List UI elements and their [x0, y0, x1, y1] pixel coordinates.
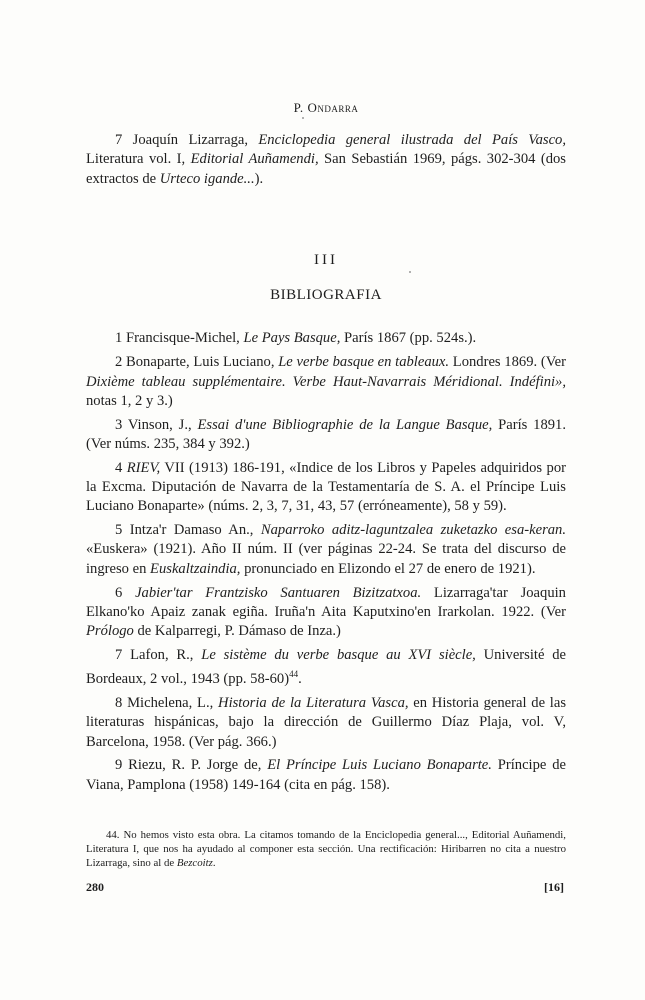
print-speck	[302, 117, 304, 119]
entry-number: 5	[115, 522, 123, 539]
entry-italic-text: Dixième tableau supplémentaire. Verbe Haut-Navarrais Méridional. Indéfini»,	[86, 373, 566, 390]
top-entry	[86, 131, 566, 189]
entry-text: Michelena, L.,	[127, 694, 219, 711]
top-entry-number: 7	[115, 132, 123, 148]
entry-text: Université de Bordeaux, 2 vol., 1943 (pp. 58-60)	[86, 646, 566, 688]
entry-text: Lafon, R.,	[130, 646, 202, 663]
running-head-initial: P.	[293, 100, 304, 115]
top-entry-publisher: Editorial Auñamendi,	[190, 151, 319, 168]
bibliography-list	[86, 329, 566, 799]
bibliography-entry	[86, 353, 566, 411]
entry-italic-text: Essai d'une Bibliographie de la Langue Basque,	[197, 416, 493, 433]
entry-text: Bonaparte, Luis Luciano,	[126, 354, 279, 371]
entry-number: 7	[115, 646, 123, 663]
entry-number: 1	[115, 330, 123, 346]
entry-text: París 1867 (pp. 524s.).	[340, 330, 477, 346]
entry-text: París 1891. (Ver núms. 235, 384 y 392.)	[86, 416, 566, 452]
entry-number: 8	[115, 694, 123, 711]
entry-text: Vinson, J.,	[127, 416, 198, 433]
sheet-signature: [16]	[544, 880, 564, 894]
footnote-rule	[86, 822, 566, 824]
bibliography-entry	[86, 521, 566, 579]
footnote-number: 44.	[106, 829, 120, 841]
entry-text: «Euskera» (1921). Año II núm. II (ver páginas 22-24. Se trata del discurso de ingreso en	[86, 541, 566, 577]
footnote	[86, 828, 566, 870]
running-head-name: Ondarra	[307, 100, 359, 115]
entry-text: Francisque-Michel,	[125, 330, 244, 346]
bibliography-entry	[86, 329, 566, 348]
entry-text: Riezu, R. P. Jorge de,	[128, 757, 268, 774]
entry-text: de Kalparregi, P. Dámaso de Inza.)	[133, 623, 341, 640]
entry-number: 6	[115, 584, 123, 601]
footnote-text: No hemos visto esta obra. La citamos tomando de la Enciclopedia general..., Editorial Auñamendi, Literatura I, que nos ha ayudado al componer esta sección. Una rectificación: Hiribarren no cita a nuestro Lizarraga, sino al de	[86, 829, 566, 869]
footnote-italic: Bezcoitz	[176, 857, 213, 869]
bibliography-entry	[86, 694, 566, 752]
top-entry-post: San Sebastián 1969, págs. 302-304 (dos extractos de	[86, 151, 566, 187]
entry-italic-text: Le verbe basque en tableaux.	[278, 354, 450, 371]
page-number: 280	[86, 880, 104, 894]
entry-text: .	[298, 671, 302, 688]
entry-italic-text: Historia de la Literatura Vasca,	[218, 694, 409, 711]
bibliography-entry	[86, 646, 566, 689]
entry-italic-text: Prólogo	[86, 623, 134, 640]
bibliography-entry	[86, 756, 566, 795]
bibliography-entry	[86, 584, 566, 642]
entry-italic-text: RIEV,	[126, 459, 161, 476]
entry-text: notas 1, 2 y 3.)	[86, 392, 173, 409]
entry-text: Lizarraga'tar Joaquin Elkano'ko Apaiz zanak egiña. Iruña'n Aita Kaputxino'en Irarkolan. 1922. (Ver	[86, 584, 566, 620]
entry-text: Príncipe de Viana, Pamplona (1958) 149-164 (cita en pág. 158).	[86, 757, 566, 793]
entry-text: en Historia general de las literaturas hispánicas, bajo la dirección de Guillermo Díaz Plaja, vol. V, Barcelona, 1958. (Ver pág. 366.)	[86, 694, 567, 750]
running-head	[86, 100, 566, 116]
entry-italic-text: El Príncipe Luis Luciano Bonaparte.	[267, 757, 492, 774]
entry-number: 4	[115, 459, 123, 476]
top-entry-end: ).	[254, 170, 264, 187]
entry-text: Londres 1869. (Ver	[449, 354, 566, 371]
entry-italic-text: Naparroko aditz-laguntzalea zuketazko esa-keran.	[260, 522, 567, 539]
top-entry-extract: Urteco igande...	[159, 170, 255, 187]
top-entry-mid: Literatura vol. I,	[86, 151, 191, 168]
bibliography-entry	[86, 459, 566, 517]
print-speck	[409, 271, 411, 273]
top-entry-pre: Joaquín Lizarraga,	[132, 132, 259, 148]
entry-italic-text: Le Pays Basque,	[243, 330, 341, 346]
page	[86, 0, 566, 1000]
entry-text: Intza'r Damaso An.,	[129, 522, 261, 539]
entry-number: 9	[115, 757, 123, 774]
entry-number: 2	[115, 354, 123, 371]
section-title: BIBLIOGRAFIA	[270, 287, 382, 303]
entry-italic-text: Le sistème du verbe basque au XVI siècle,	[201, 646, 476, 663]
entry-italic-text: Euskaltzaindia,	[150, 560, 241, 577]
entry-text: VII (1913) 186-191, «Indice de los Libros y Papeles adquiridos por la Excma. Diputación de Navarra de la Testamentaría de S. A. el Príncipe Luis Luciano Bonaparte» (núms. 2, 3, 7, 31, 43, 57 (erróneamente), 58 y 59).	[86, 459, 566, 515]
entry-text: pronunciado en Elizondo el 27 de enero de 1921).	[240, 560, 536, 577]
footnote-end: .	[212, 857, 216, 869]
entry-number: 3	[115, 416, 123, 433]
top-entry-title: Enciclopedia general ilustrada del País Vasco,	[258, 132, 566, 148]
entry-italic-text: Jabier'tar Frantzisko Santuaren Bizitzatxoa.	[135, 584, 422, 601]
bibliography-entry	[86, 416, 566, 455]
section-number: III	[314, 252, 338, 268]
footnote-ref[interactable]: 44	[289, 669, 299, 680]
